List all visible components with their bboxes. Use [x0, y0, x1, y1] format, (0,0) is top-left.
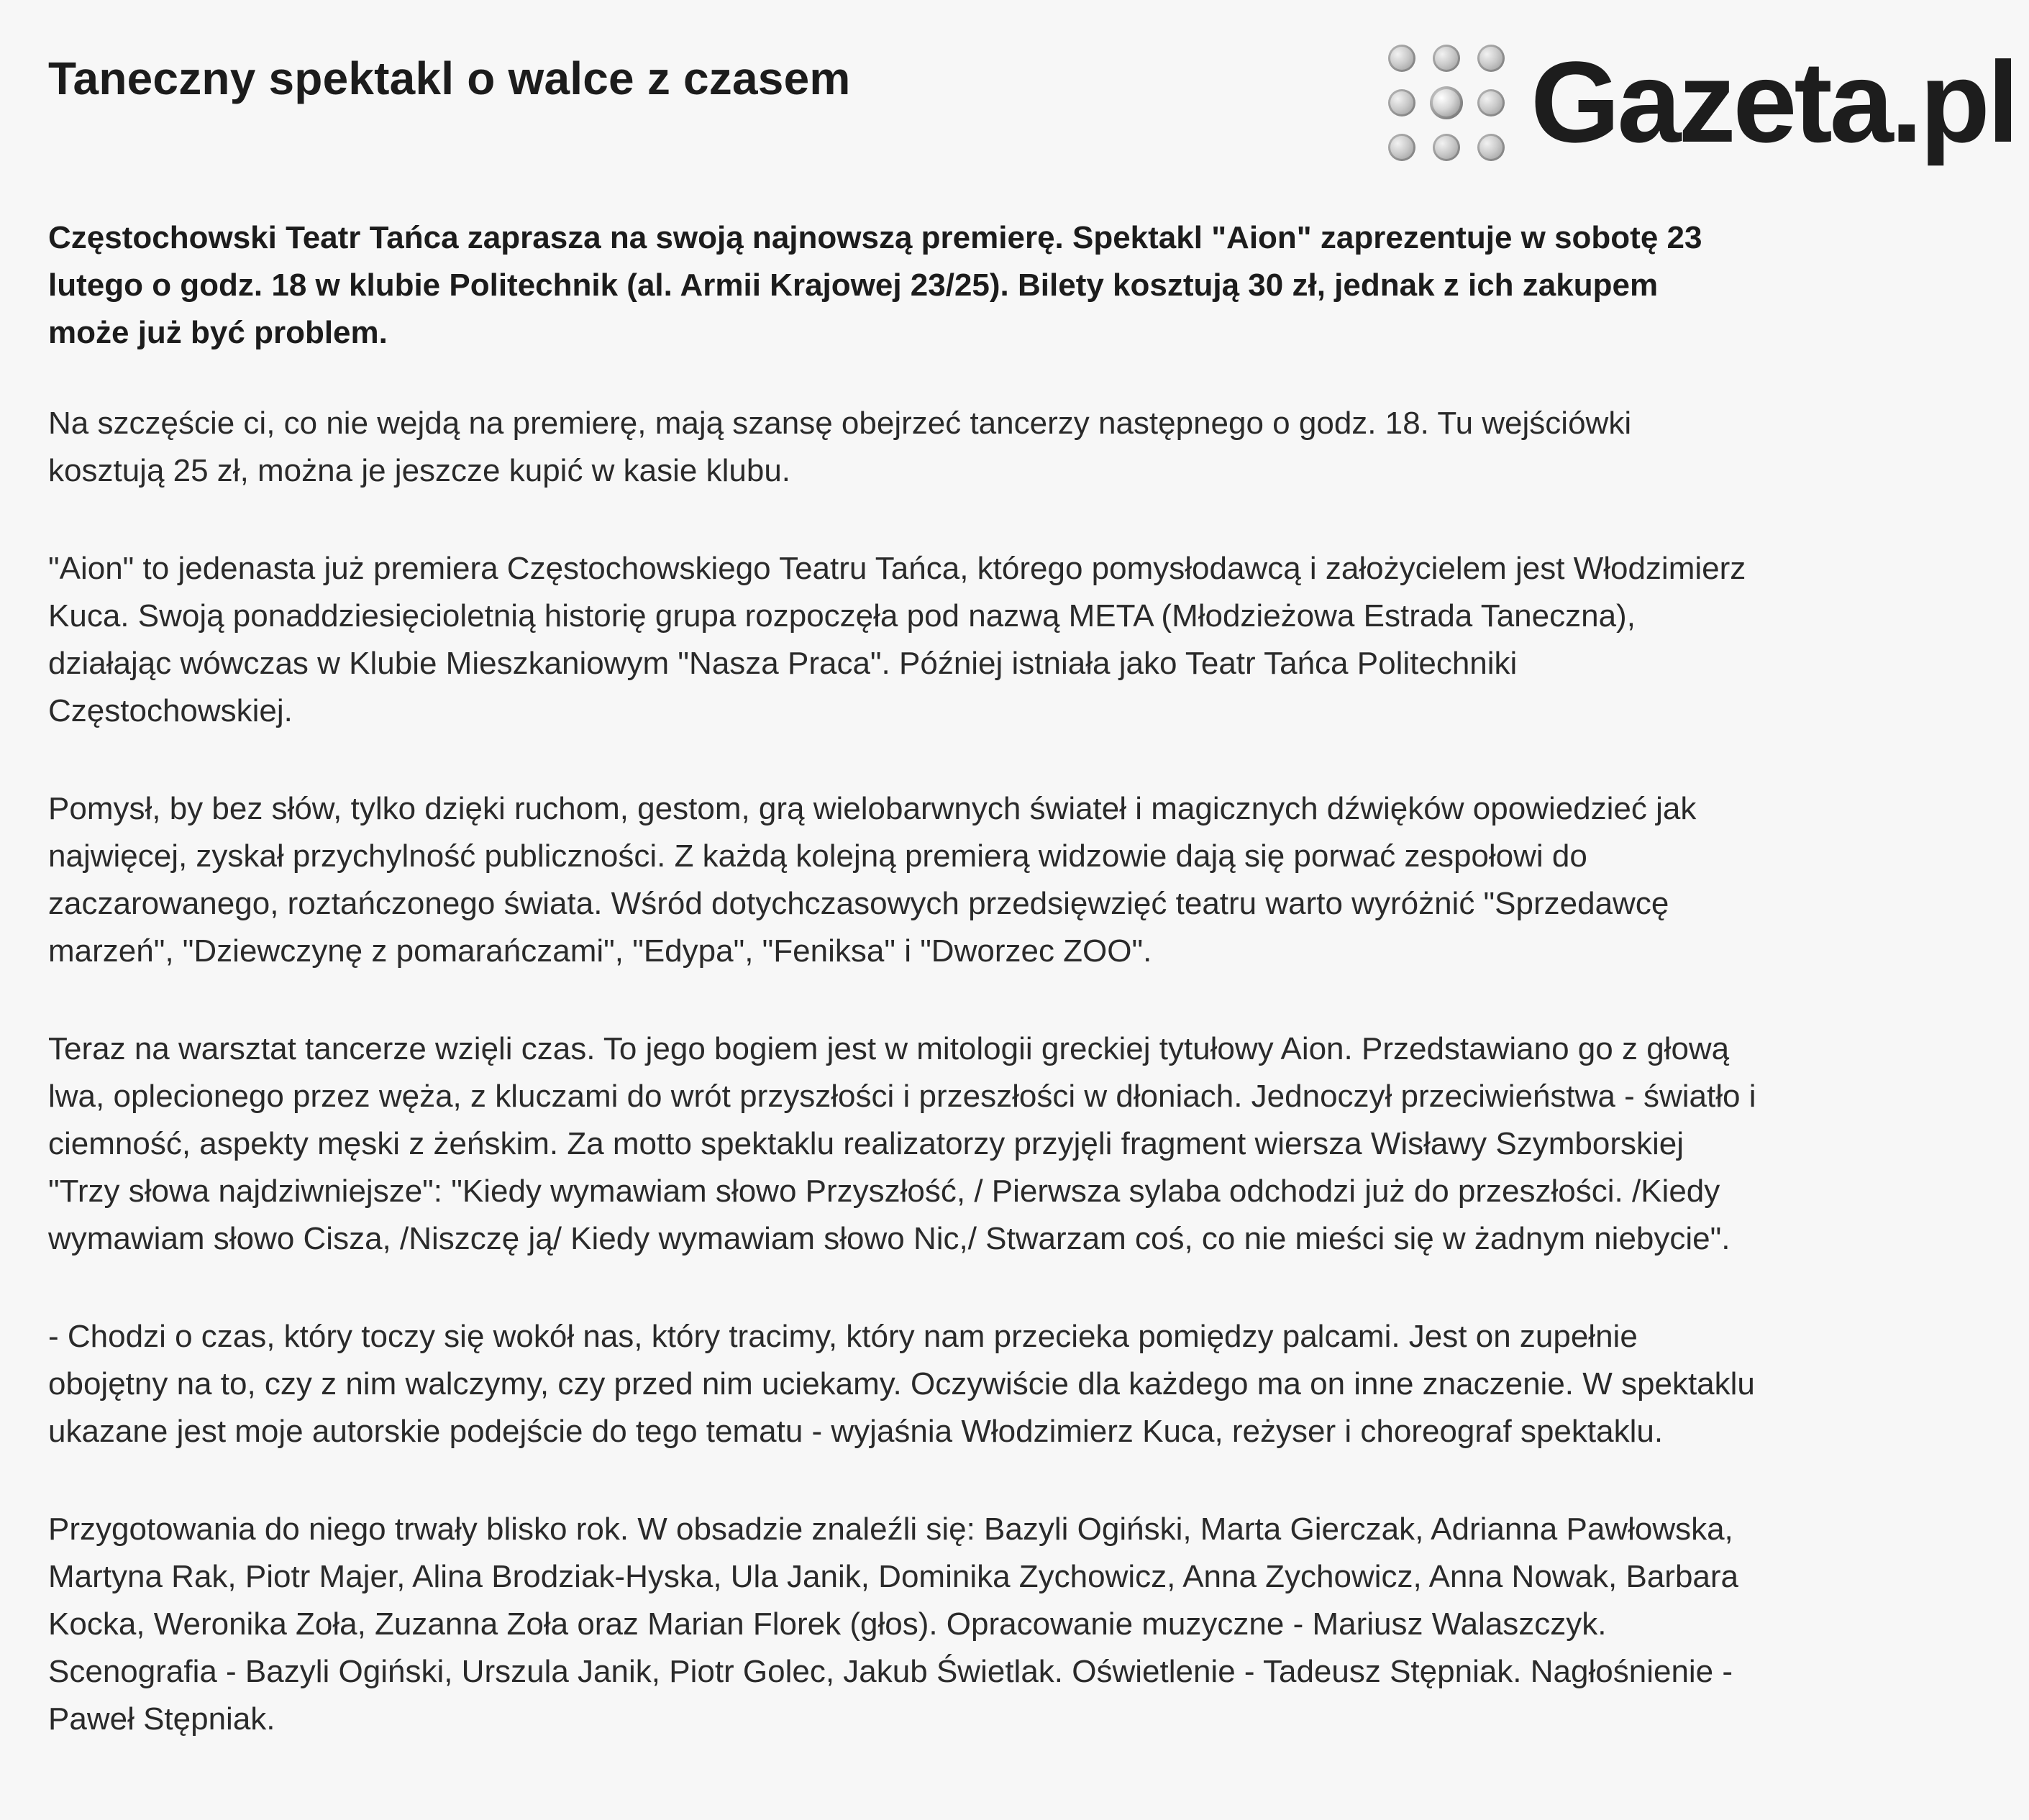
- paragraph-line: ukazane jest moje autorskie podejście do tego tematu - wyjaśnia Włodzimierz Kuca, reżyser i choreograf spektaklu.: [48, 1414, 1664, 1449]
- logo-text: Gazeta.pl: [1531, 37, 2017, 166]
- paragraph-line: "Trzy słowa najdziwniejsze": "Kiedy wymawiam słowo Przyszłość, / Pierwsza sylaba odchodzi już do przeszłości. /Kiedy: [48, 1174, 1720, 1209]
- paragraph-line: działając wówczas w Klubie Mieszkaniowym "Nasza Praca". Później istniała jako Teatr Tańca Politechniki: [48, 646, 1518, 681]
- article-title: Taneczny spektakl o walce z czasem: [48, 52, 851, 104]
- lead-line: może już być problem.: [48, 315, 388, 350]
- paragraph-line: Kuca. Swoją ponaddziesięcioletnią historię grupa rozpoczęła pod nazwą META (Młodzieżowa Estrada Taneczna),: [48, 598, 1636, 634]
- paragraph-line: Kocka, Weronika Zoła, Zuzanna Zoła oraz Marian Florek (głos). Opracowanie muzyczne - Mariusz Walaszczyk.: [48, 1606, 1607, 1642]
- article-body: [48, 400, 2005, 1793]
- logo-dot: [1388, 134, 1415, 161]
- gazeta-logo: [1388, 37, 2017, 167]
- logo-dot: [1477, 134, 1505, 161]
- paragraph: [48, 1025, 2005, 1263]
- paragraph: [48, 1506, 2005, 1743]
- dot-grid-icon: [1388, 45, 1510, 167]
- paragraph-line: ciemność, aspekty męski z żeńskim. Za motto spektaklu realizatorzy przyjęli fragment wiersza Wisławy Szymborskiej: [48, 1126, 1684, 1161]
- paragraph-line: marzeń", "Dziewczynę z pomarańczami", "Edypa", "Feniksa" i "Dworzec ZOO".: [48, 933, 1152, 969]
- paragraph-line: Scenografia - Bazyli Ogiński, Urszula Janik, Piotr Golec, Jakub Świetlak. Oświetlenie - Tadeusz Stępniak. Nagłośnienie -: [48, 1654, 1733, 1689]
- paragraph-line: kosztują 25 zł, można je jeszcze kupić w kasie klubu.: [48, 453, 791, 488]
- logo-dot: [1477, 89, 1505, 116]
- logo-dot: [1388, 89, 1415, 116]
- paragraph-line: - Chodzi o czas, który toczy się wokół nas, który tracimy, który nam przecieka pomiędzy palcami. Jest on zupełnie: [48, 1319, 1638, 1354]
- paragraph-line: obojętny na to, czy z nim walczymy, czy przed nim uciekamy. Oczywiście dla każdego ma on inne znaczenie. W spektaklu: [48, 1366, 1755, 1401]
- paragraph-line: zaczarowanego, roztańczonego świata. Wśród dotychczasowych przedsięwzięć teatru warto wyróżnić "Sprzedawcę: [48, 886, 1669, 921]
- paragraph-line: lwa, oplecionego przez węża, z kluczami do wrót przyszłości i przeszłości w dłoniach. Jednoczył przeciwieństwa - światło i: [48, 1079, 1756, 1114]
- article-lead: [48, 214, 2005, 357]
- paragraph: [48, 1313, 2005, 1455]
- paragraph-line: Pomysł, by bez słów, tylko dzięki ruchom, gestom, grą wielobarwnych świateł i magicznych dźwięków opowiedzieć jak: [48, 791, 1697, 826]
- paragraph-line: Martyna Rak, Piotr Majer, Alina Brodziak-Hyska, Ula Janik, Dominika Zychowicz, Anna Zychowicz, Anna Nowak, Barbara: [48, 1559, 1739, 1594]
- paragraph: [48, 400, 2005, 495]
- logo-dot: [1430, 86, 1463, 119]
- logo-dot: [1388, 45, 1415, 72]
- paragraph-line: Częstochowskiej.: [48, 693, 293, 728]
- paragraph-line: "Aion" to jedenasta już premiera Częstochowskiego Teatru Tańca, którego pomysłodawcą i założycielem jest Włodzimierz: [48, 551, 1746, 586]
- logo-dot: [1433, 134, 1460, 161]
- paragraph-line: wymawiam słowo Cisza, /Niszczę ją/ Kiedy wymawiam słowo Nic,/ Stwarzam coś, co nie mieści się w żadnym niebycie".: [48, 1221, 1731, 1256]
- logo-dot: [1477, 45, 1505, 72]
- paragraph-line: najwięcej, zyskał przychylność publiczności. Z każdą kolejną premierą widzowie dają się porwać zespołowi do: [48, 838, 1587, 874]
- lead-line: lutego o godz. 18 w klubie Politechnik (al. Armii Krajowej 23/25). Bilety kosztują 30 zł, jednak z ich zakupem: [48, 267, 1659, 303]
- paragraph-line: Teraz na warsztat tancerze wzięli czas. To jego bogiem jest w mitologii greckiej tytułowy Aion. Przedstawiano go z głową: [48, 1031, 1730, 1066]
- lead-line: Częstochowski Teatr Tańca zaprasza na swoją najnowszą premierę. Spektakl "Aion" zaprezentuje w sobotę 23: [48, 220, 1702, 255]
- paragraph-line: Paweł Stępniak.: [48, 1701, 275, 1737]
- logo-dot: [1433, 45, 1460, 72]
- paragraph: [48, 785, 2005, 975]
- paragraph-line: Przygotowania do niego trwały blisko rok. W obsadzie znaleźli się: Bazyli Ogiński, Marta Gierczak, Adrianna Pawłowska,: [48, 1512, 1733, 1547]
- paragraph: [48, 545, 2005, 735]
- paragraph-line: Na szczęście ci, co nie wejdą na premierę, mają szansę obejrzeć tancerzy następnego o godz. 18. Tu wejściówki: [48, 406, 1632, 441]
